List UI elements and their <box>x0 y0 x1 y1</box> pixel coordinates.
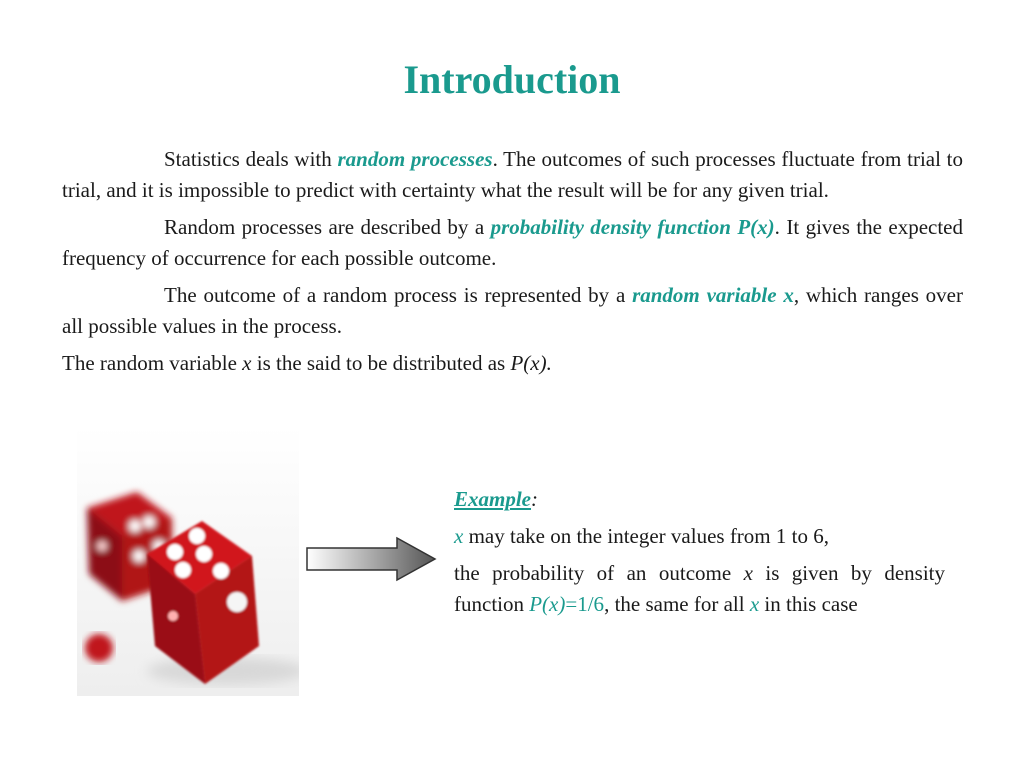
example-heading: Example: <box>454 487 538 511</box>
paragraph-random-processes: Statistics deals with random processes. The outcomes of such processes fluctuate from trial to trial, and it is impossible to predict with certainty what the result will be for any given trial. <box>62 147 963 202</box>
right-arrow-icon <box>305 536 440 591</box>
slide-body <box>62 144 963 385</box>
example-box <box>454 484 945 626</box>
example-line-probability: the probability of an outcome x is given by density function P(x)=1/6, the same for all x in this case <box>454 561 945 616</box>
example-line-values: x may take on the integer values from 1 to 6, <box>454 524 829 548</box>
paragraph-random-variable: The outcome of a random process is represented by a random variable x, which ranges over all possible values in the process. <box>62 283 963 338</box>
paragraph-distributed: The random variable x is the said to be distributed as P(x). <box>62 351 552 375</box>
slide-title: Introduction <box>403 57 621 102</box>
term-pdf: probability density function P(x) <box>490 215 775 239</box>
dice-image <box>77 426 299 696</box>
term-random-processes: random processes <box>337 147 493 171</box>
paragraph-pdf: Random processes are described by a probability density function P(x). It gives the expected frequency of occurrence for each possible outcome. <box>62 215 964 270</box>
term-random-variable: random variable x <box>632 283 794 307</box>
